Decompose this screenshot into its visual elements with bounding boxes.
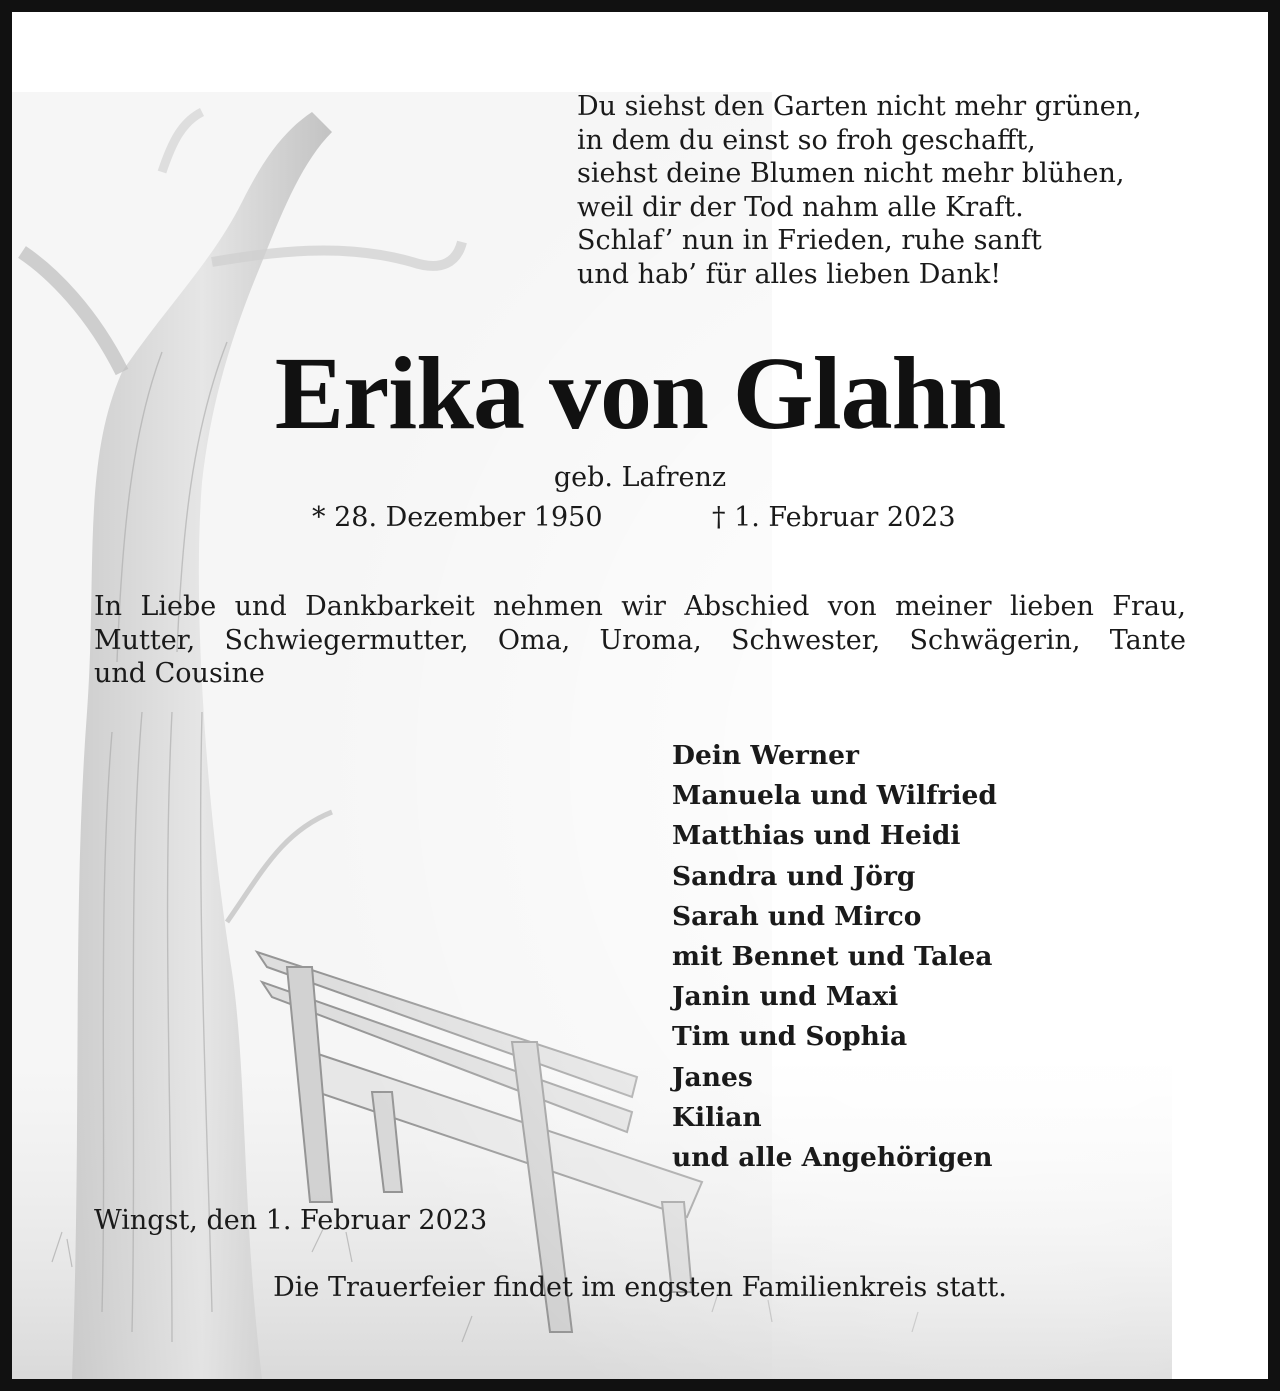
mourner: Sandra und Jörg (672, 860, 916, 892)
poem-line: siehst deine Blumen nicht mehr blühen, (577, 158, 1125, 189)
farewell-line: In Liebe und Dankbarkeit nehmen wir Abschied von meiner lieben Frau, (94, 591, 1186, 622)
poem-line: Schlaf’ nun in Frieden, ruhe sanft (577, 225, 1042, 256)
mourner: Janes (672, 1061, 753, 1093)
mourner: Kilian (672, 1101, 762, 1133)
poem (577, 90, 1142, 291)
mourner: Janin und Maxi (672, 981, 899, 1013)
birth-name: geb. Lafrenz (553, 462, 727, 493)
deceased-name: Erika von Glahn (274, 336, 1006, 451)
poem-line: und hab’ für alles lieben Dank! (577, 258, 1002, 290)
mourner: Tim und Sophia (672, 1021, 908, 1053)
farewell-text (94, 590, 1186, 691)
funeral-note: Die Trauerfeier findet im engsten Familienkreis statt. (273, 1272, 1007, 1303)
mourner: mit Bennet und Talea (672, 941, 993, 973)
farewell-line: und Cousine (94, 658, 265, 689)
death-date: † 1. Februar 2023 (712, 502, 956, 533)
farewell-line: Mutter, Schwiegermutter, Oma, Uroma, Schwester, Schwägerin, Tante (94, 624, 1186, 656)
mourners-list (672, 736, 997, 1178)
poem-line: Du siehst den Garten nicht mehr grünen, (577, 91, 1142, 122)
birth-date: * 28. Dezember 1950 (312, 502, 603, 533)
place-and-date: Wingst, den 1. Februar 2023 (94, 1205, 488, 1236)
poem-line: weil dir der Tod nahm alle Kraft. (577, 191, 1024, 223)
poem-line: in dem du einst so froh geschafft, (577, 124, 1036, 156)
mourner: und alle Angehörigen (672, 1142, 993, 1174)
mourner: Manuela und Wilfried (672, 780, 997, 812)
mourner: Sarah und Mirco (672, 900, 922, 932)
mourner: Matthias und Heidi (672, 820, 961, 852)
mourner: Dein Werner (672, 740, 859, 771)
